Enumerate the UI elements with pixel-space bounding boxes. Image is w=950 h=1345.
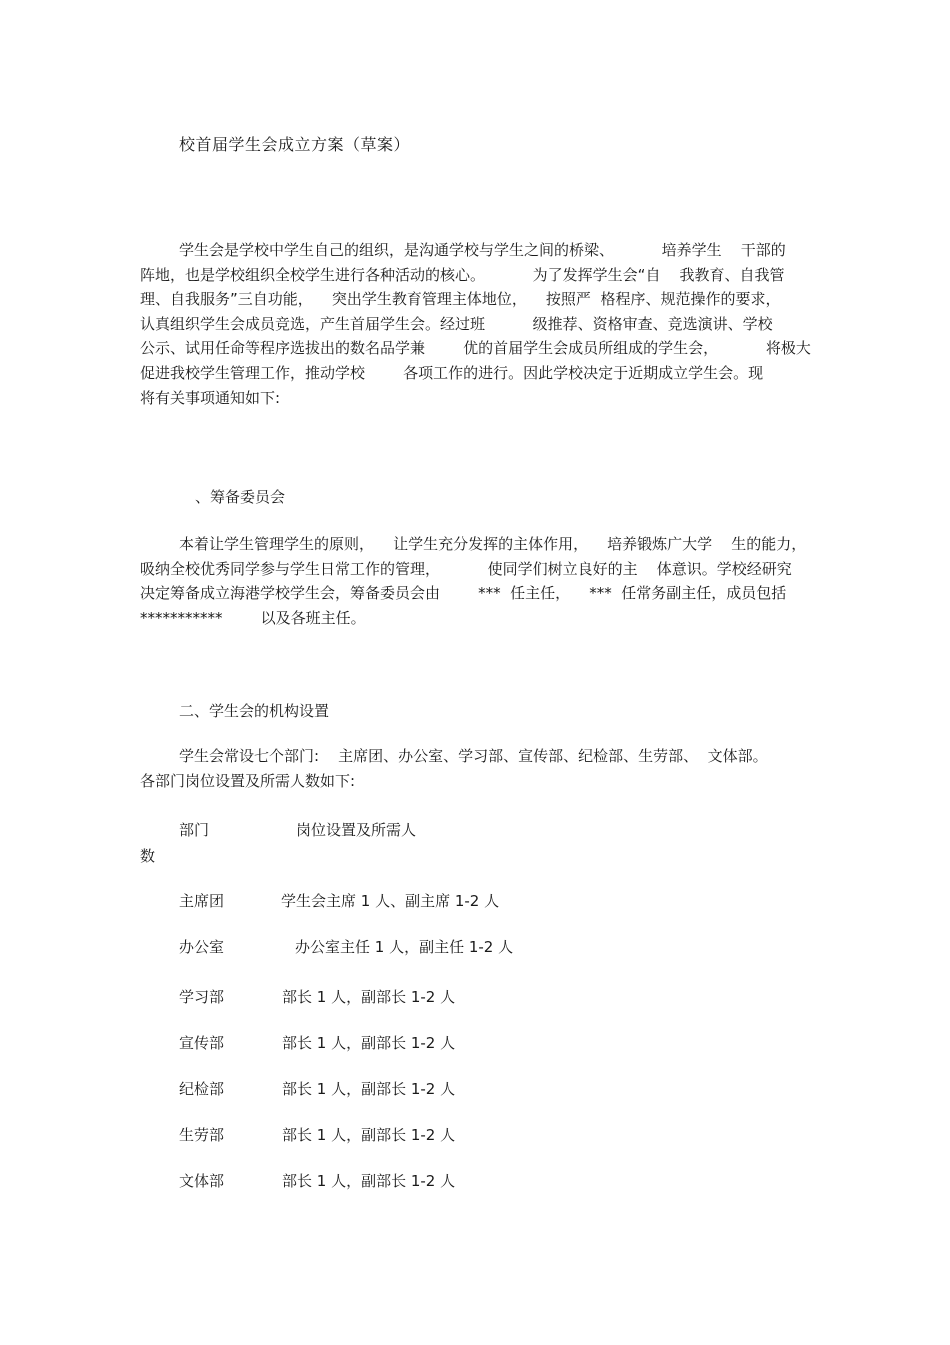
structure-paragraph (140, 744, 810, 793)
intro-line: 认真组织学生会成员竞选，产生首届学生会。经过班 级推荐、资格审查、竞选演讲、学校 (140, 314, 773, 333)
dept-posts: 部长 1 人，副部长 1-2 人 (282, 1080, 456, 1098)
committee-line: *********** 以及各班主任。 (140, 608, 366, 627)
committee-line: 吸纳全校优秀同学参与学生日常工作的管理， 使同学们树立良好的主 体意识。学校经研究 (140, 559, 792, 578)
dept-posts: 学生会主席 1 人、副主席 1-2 人 (281, 892, 500, 910)
intro-line: 理、自我服务”三自功能， 突出学生教育管理主体地位， 按照严 格程序、规范操作的要求， (140, 290, 781, 309)
intro-line: 阵地，也是学校组织全校学生进行各种活动的核心。 为了发挥学生会“自 我教育、自我管 (140, 265, 785, 284)
document-title: 校首届学生会成立方案（草案） (179, 135, 411, 154)
intro-paragraph (140, 238, 810, 410)
dept-name: 纪检部 (179, 1080, 225, 1098)
dept-name: 生劳部 (179, 1126, 225, 1144)
committee-line: 决定筹备成立海港学校学生会，筹备委员会由 *** 任主任， *** 任常务副主任，成员包括 (140, 584, 787, 603)
table-header-post-wrap: 数 (140, 847, 156, 865)
dept-name: 宣传部 (179, 1034, 225, 1052)
dept-posts: 部长 1 人，副部长 1-2 人 (282, 1126, 456, 1144)
dept-posts: 办公室主任 1 人，副主任 1-2 人 (295, 938, 514, 956)
dept-posts: 部长 1 人，副部长 1-2 人 (282, 988, 456, 1006)
committee-paragraph (140, 532, 810, 630)
structure-line: 各部门岗位设置及所需人数如下: (140, 771, 356, 790)
dept-name: 文体部 (179, 1172, 225, 1190)
dept-name: 学习部 (179, 988, 225, 1006)
dept-posts: 部长 1 人，副部长 1-2 人 (282, 1172, 456, 1190)
dept-name: 办公室 (179, 938, 225, 956)
intro-line: 学生会是学校中学生自己的组织，是沟通学校与学生之间的桥梁、 培养学生 干部的 (179, 241, 786, 259)
structure-line: 学生会常设七个部门: 主席团、办公室、学习部、宣传部、纪检部、生劳部、 文体部。 (179, 747, 768, 765)
intro-line: 将有关事项通知如下: (140, 388, 281, 407)
dept-name: 主席团 (179, 892, 225, 910)
committee-line: 本着让学生管理学生的原则， 让学生充分发挥的主体作用， 培养锻炼广大学 生的能力， (179, 535, 807, 553)
table-header-post: 岗位设置及所需人 (296, 821, 417, 839)
intro-line: 公示、试用任命等程序选拔出的数名品学兼 优的首届学生会成员所组成的学生会， 将极大 (140, 339, 811, 358)
dept-posts: 部长 1 人，副部长 1-2 人 (282, 1034, 456, 1052)
table-header-wrap (140, 845, 155, 867)
intro-line: 促进我校学生管理工作，推动学校 各项工作的进行。因此学校决定于近期成立学生会。现 (140, 363, 764, 382)
table-header-dept: 部门 (179, 821, 210, 839)
section-heading-structure: 二、学生会的机构设置 (179, 702, 330, 720)
section-heading-committee: 、筹备委员会 (195, 488, 286, 506)
